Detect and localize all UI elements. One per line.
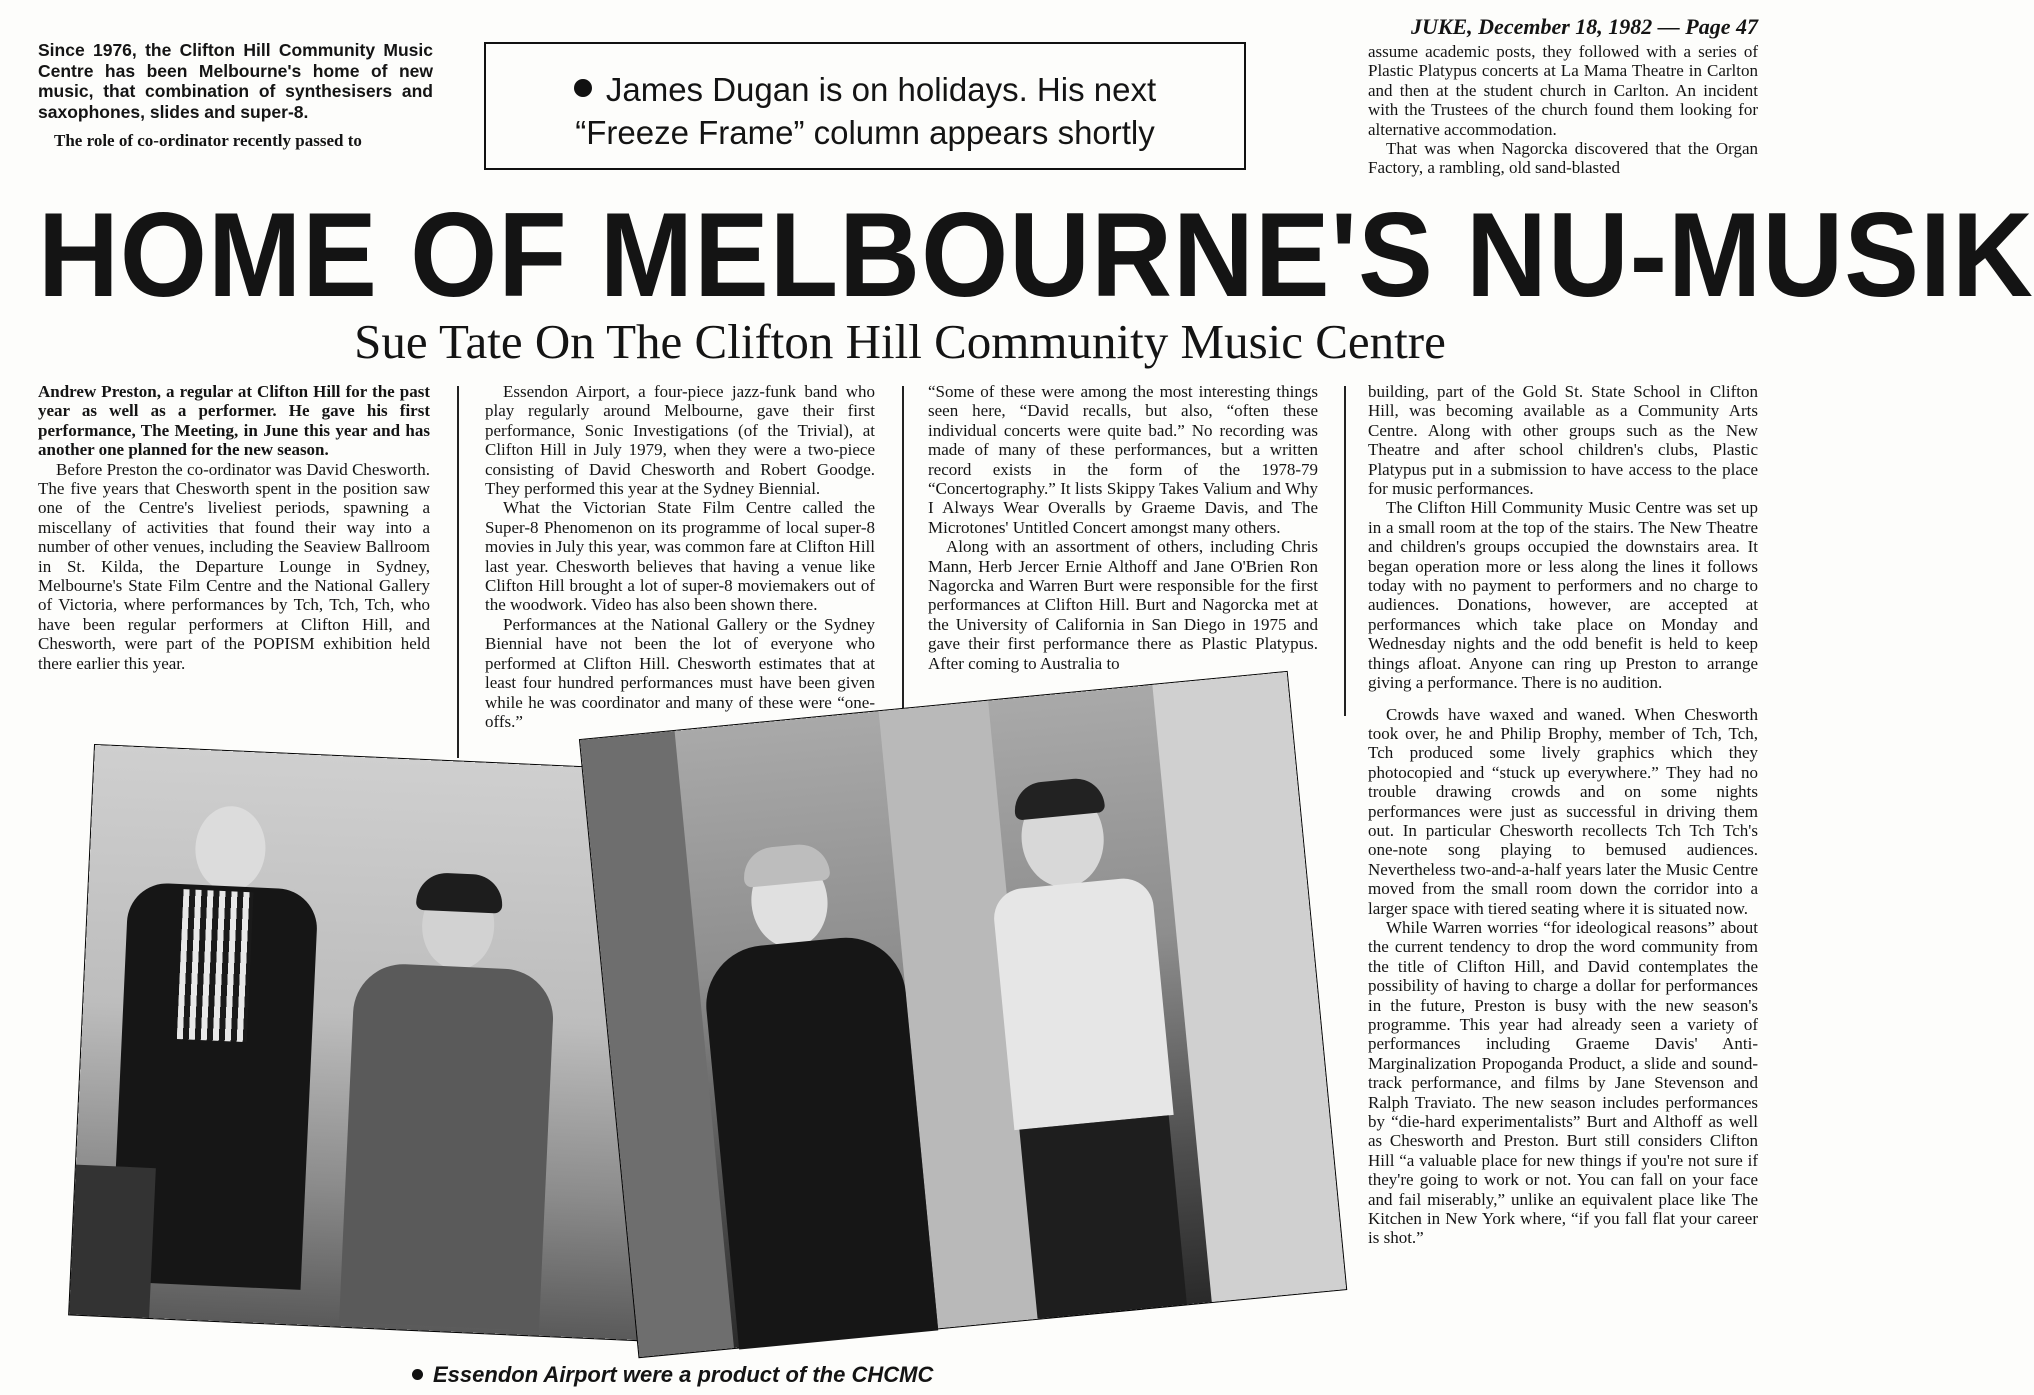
article-headline: HOME OF MELBOURNE'S NU-MUSIK [38, 188, 2034, 322]
page-masthead: JUKE, December 18, 1982 — Page 47 [1410, 14, 1758, 39]
paragraph: “Some of these were among the most interesting things seen here, “David recalls, but also, “often these individual concerts were quite bad.” No recording was made of many of these performances, but a written record exists in the form of the 1978-79 “Concertography.” It lists Skippy Takes Valium and Why I Always Wear Overalls by Graeme Davis, and The Microtones' Untitled Concert amongst many others. [928, 382, 1318, 537]
article-column-2 [485, 382, 875, 731]
column-rule [457, 386, 459, 758]
paragraph: What the Victorian State Film Centre called the Super-8 Phenomenon on its programme of local super-8 movies in July this year, was common fare at Clifton Hill last year. Chesworth believes that having a venue like Clifton Hill brought a lot of super-8 moviemakers out of the woodwork. Video has also been shown there. [485, 498, 875, 615]
band-photo-right [580, 672, 1346, 1357]
bullet-icon [412, 1369, 423, 1380]
bullet-icon [574, 79, 592, 97]
intro-continuation: The role of co-ordinator recently passed to [54, 131, 362, 150]
intro-lead: Since 1976, the Clifton Hill Community Music Centre has been Melbourne's home of new music, that combination of synthesisers and saxophones, slides and super-8. [38, 40, 433, 122]
paragraph: Performances at the National Gallery or the Sydney Biennial have not been the lot of everyone who performed at Clifton Hill. Chesworth estimates that at least four hundred performances must have been given while he was coordinator and many of these were “one-offs.” [485, 614, 875, 731]
notice-line-1: James Dugan is on holidays. His next [486, 68, 1244, 111]
top-right-column [1368, 42, 1758, 178]
paragraph: Andrew Preston, a regular at Clifton Hill for the past year as well as a performer. He gave his first performance, The Meeting, in June this year and has another one planned for the new season. [38, 382, 430, 460]
paragraph: Before Preston the co-ordinator was David Chesworth. The five years that Chesworth spent in the position saw one of the Centre's liveliest periods, spawning a miscellany of activities that found their way into a number of other venues, including the Seaview Ballroom in St. Kilda, the Departure Lounge in Sydney, Melbourne's State Film Centre and the National Gallery of Victoria, where performances by Tch, Tch, Tch, who have been regular performers at Clifton Hill, and Chesworth, were part of the POPISM exhibition held there earlier this year. [38, 459, 430, 673]
article-column-4 [1368, 382, 1758, 1248]
column-rule [902, 386, 904, 711]
article-column-1 [38, 382, 430, 673]
paragraph: building, part of the Gold St. State School in Clifton Hill, was becoming available as a Community Arts Centre. Along with other groups such as the New Theatre and after school children's clubs, Plastic Platypus put in a submission to have access to the place for music performances. [1368, 382, 1758, 499]
paragraph: Crowds have waxed and waned. When Chesworth took over, he and Philip Brophy, member of Tch, Tch, Tch produced some lively graphics which they photocopied and “stuck up everywhere.” They had no trouble drawing crowds and on some nights performances were just as successful in driving them out. In particular Chesworth recollects Tch Tch Tch's one-note song playing to bemused audiences. Nevertheless two-and-a-half years later the Music Centre moved from the small room down the corridor into a larger space with tiered seating where it is situated now. [1368, 704, 1758, 918]
band-photo-left [69, 745, 669, 1340]
notice-line-2: “Freeze Frame” column appears shortly [575, 114, 1155, 151]
paragraph: assume academic posts, they followed with a series of Plastic Platypus concerts at La Mama Theatre in Carlton and then at the student church in Carlton. An incident with the Trustees of the church found them looking for alternative accommodation. [1368, 42, 1758, 139]
photo-caption: Essendon Airport were a product of the CHCMC [412, 1362, 933, 1388]
paragraph: The Clifton Hill Community Music Centre was set up in a small room at the top of the stairs. The New Theatre and children's groups occupied the downstairs area. It began operation more or less along the lines it follows today with no payment to performers and no charge to audiences. Donations, however, are accepted at performances which take place on Monday and Wednesday nights and the odd benefit is held to keep things afloat. Anyone can ring up Preston to arrange giving a performance. There is no audition. [1368, 498, 1758, 693]
paragraph: While Warren worries “for ideological reasons” about the current tendency to drop the word community from the title of Clifton Hill, and David contemplates the possibility of having to charge a dollar for performances in the future, Preston is busy with the new season's programme. This year had already seen a variety of performances including Graeme Davis' Anti-Marginalization Propoganda Product, a slide and sound-track performance, and films by Jane Stevenson and Ralph Traviato. The new season includes performances by “die-hard experimentalists” Burt and Althoff as well as Chesworth and Preston. Burt still considers Clifton Hill “a valuable place for new things if you're not sure if they're going to work or not. You can fall on your face and fail miserably,” unlike an equivalent place like The Kitchen in New York where, “if you fall flat your career is shot.” [1368, 917, 1758, 1248]
paragraph: Along with an assortment of others, including Chris Mann, Herb Jercer Ernie Althoff and Jane O'Brien Ron Nagorcka and Warren Burt were responsible for the first performances at Clifton Hill. Burt and Nagorcka met at the University of California in San Diego in 1975 and gave their first performance there as Plastic Platypus. After coming to Australia to [928, 537, 1318, 673]
article-column-3 [928, 382, 1318, 673]
column-rule [1344, 386, 1346, 716]
intro-standfirst [38, 40, 433, 151]
holiday-notice-box [484, 42, 1246, 170]
article-byline-subhead: Sue Tate On The Clifton Hill Community Music Centre [354, 314, 1446, 369]
paragraph: Essendon Airport, a four-piece jazz-funk band who play regularly around Melbourne, gave their first performance, Sonic Investigations (of the Trivial), at Clifton Hill in July 1979, when they were a two-piece consisting of David Chesworth and Robert Goodge. They performed this year at the Sydney Biennial. [485, 382, 875, 499]
paragraph: That was when Nagorcka discovered that the Organ Factory, a rambling, old sand-blasted [1368, 139, 1758, 178]
